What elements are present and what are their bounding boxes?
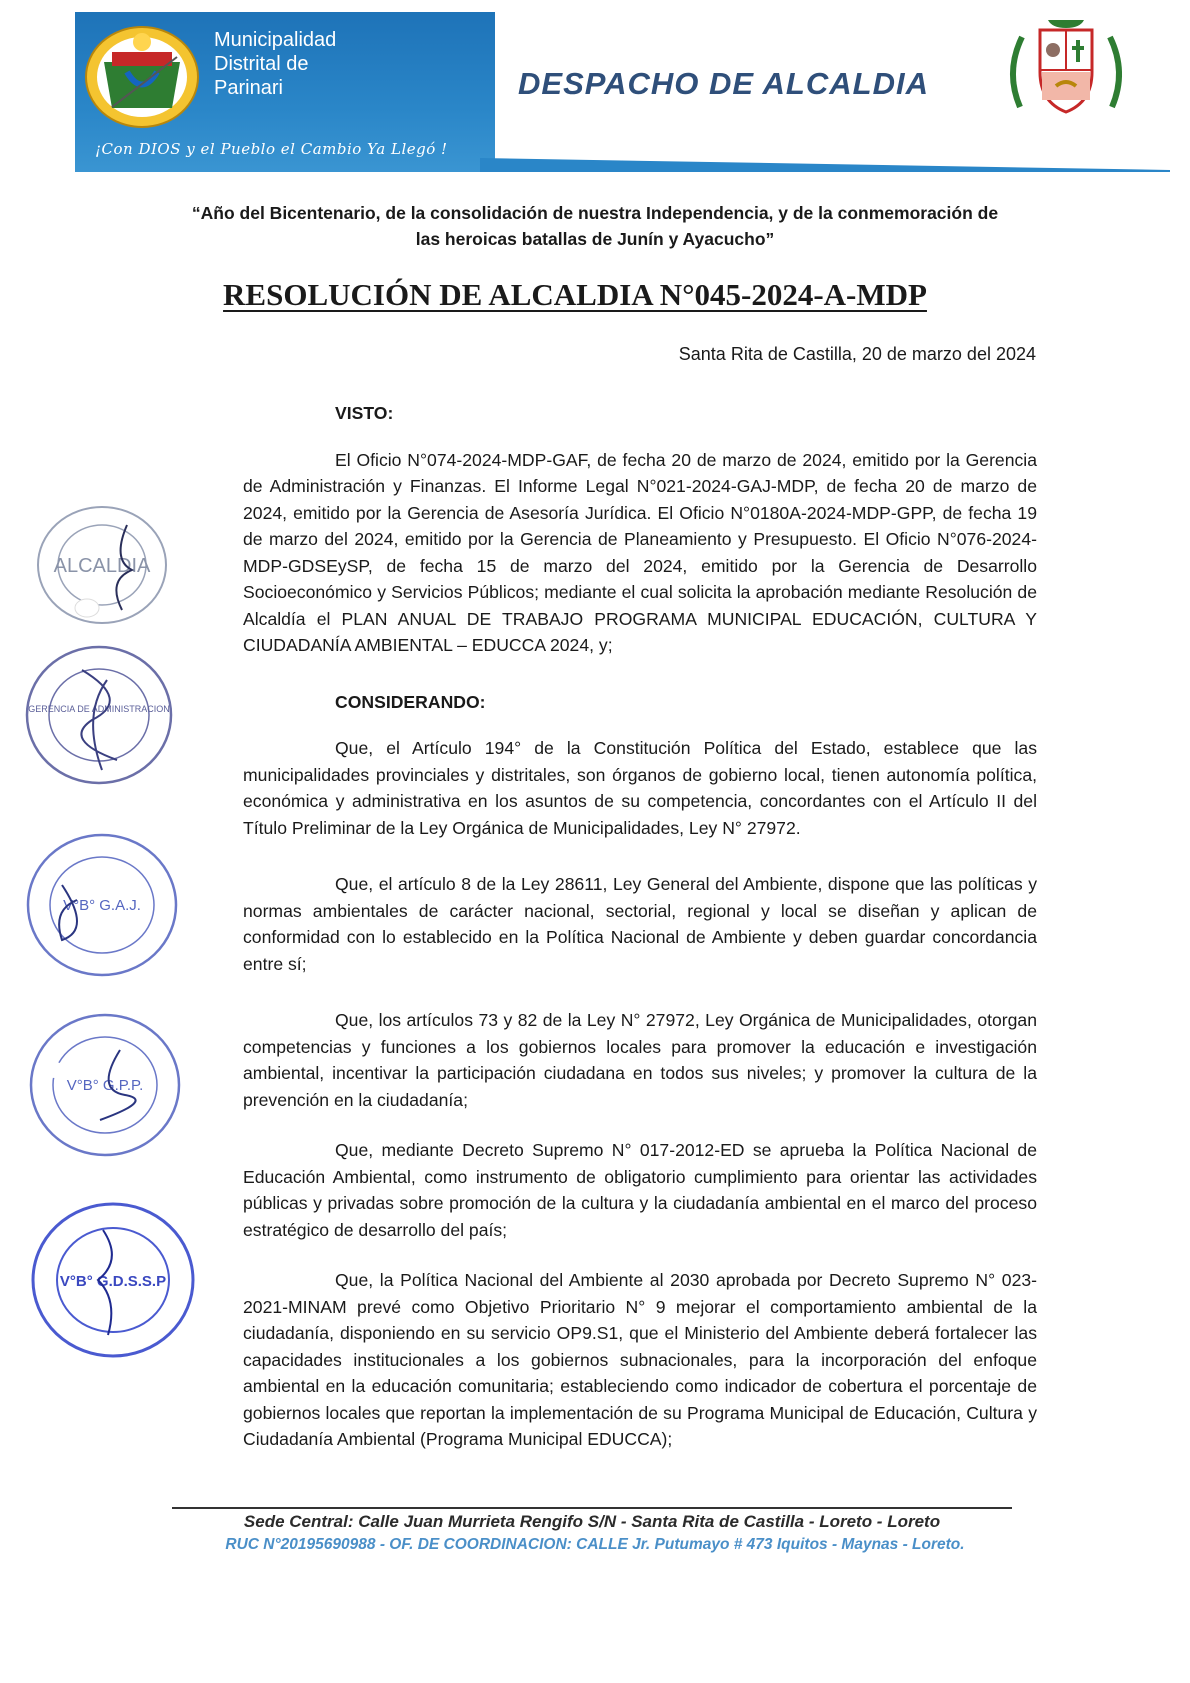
municipality-name-line: Distrital de xyxy=(214,53,309,75)
municipality-name xyxy=(214,28,336,100)
municipality-name-line: Parinari xyxy=(214,77,283,99)
year-name-line: “Año del Bicentenario, de la consolidación de nuestra Independencia, y de la conmemoración de xyxy=(191,203,999,223)
resolution-body xyxy=(243,400,1037,1453)
visto-paragraph: El Oficio N°074-2024-MDP-GAF, de fecha 20 de marzo de 2024, emitido por la Gerencia de Administración y Finanzas. El Informe Legal N°021-2024-GAJ-MDP, de fecha 20 de marzo de 2024, emitido por la Gerencia de Asesoría Jurídica. El Oficio N°0180A-2024-MDP-GPP, de fecha 19 de marzo del 2024, emitido por la Gerencia de Planeamiento y Presupuesto. El Oficio N°076-2024-MDP-GDSEySP, de fecha 15 de marzo del 2024, emitido por la Gerencia de Desarrollo Socioeconómico y Servicios Públicos; mediante el cual solicita la aprobación mediante Resolución de Alcaldía el PLAN ANUAL DE TRABAJO PROGRAMA MUNICIPAL EDUCACIÓN, CULTURA Y CIUDADANÍA AMBIENTAL – EDUCCA 2024, y; xyxy=(243,449,1037,655)
gpp-stamp-text: V°B° G.P.P. xyxy=(66,1077,144,1094)
resolution-title xyxy=(120,277,1030,313)
gdsssp-stamp-text: V°B° G.D.S.S.P xyxy=(59,1273,167,1290)
visto-heading: VISTO: xyxy=(335,403,394,423)
gdsssp-stamp xyxy=(28,1200,198,1360)
considerando-paragraph: Que, el artículo 8 de la Ley 28611, Ley General del Ambiente, dispone que las políticas y normas ambientales de carácter nacional, sectorial, regional y local se diseñan y aplican de conformidad con lo establecido en la Política Nacional de Ambiente y deben guardar concordancia entre sí; xyxy=(243,874,1037,974)
document-date: Santa Rita de Castilla, 20 de marzo del 2024 xyxy=(678,344,1036,364)
considerando-paragraph: Que, mediante Decreto Supremo N° 017-2012-ED se aprueba la Política Nacional de Educación Ambiental, como instrumento de obligatorio cumplimiento para orientar las actividades públicas y privadas sobre promoción de la cultura y la ciudadanía ambiental en el marco del proceso estratégico de desarrollo del país; xyxy=(243,1140,1037,1240)
alcaldia-stamp-text: ALCALDIA xyxy=(53,555,151,577)
gaj-stamp xyxy=(22,830,182,980)
municipality-logo xyxy=(82,22,202,132)
gpp-stamp xyxy=(25,1010,185,1160)
footer-address: Sede Central: Calle Juan Murrieta Rengifo S/N - Santa Rita de Castilla - Loreto - Loreto xyxy=(243,1512,941,1531)
considerando-heading: CONSIDERANDO: xyxy=(335,691,486,712)
year-name-line: las heroicas batallas de Junín y Ayacucho” xyxy=(415,229,775,249)
official-year-name xyxy=(130,200,1060,252)
header-band-tail xyxy=(480,158,1170,172)
alcaldia-stamp xyxy=(32,500,172,630)
gerencia-stamp xyxy=(22,640,177,790)
national-coat-of-arms-icon xyxy=(1000,12,1132,124)
resolution-title-text: RESOLUCIÓN DE ALCALDIA N°045-2024-A-MDP xyxy=(223,277,927,312)
considerando-paragraph: Que, los artículos 73 y 82 de la Ley N° 27972, Ley Orgánica de Municipalidades, otorgan competencias y funciones a los gobiernos locales para promover la educación e investigación ambiental, incentivar la participación ciudadana en todos sus niveles; y promover la cultura de la prevención en la ciudadanía; xyxy=(243,1010,1037,1110)
footer-ruc: RUC N°20195690988 - OF. DE COORDINACION: CALLE Jr. Putumayo # 473 Iquitos - Maynas - Loreto. xyxy=(225,1536,965,1553)
footer-divider xyxy=(172,1507,1012,1509)
considerando-paragraph: Que, la Política Nacional del Ambiente al 2030 aprobada por Decreto Supremo N° 023-2021-MINAM prevé como Objetivo Prioritario N° 9 mejorar el comportamiento ambiental de la ciudadanía, disponiendo en su servicio OP9.S1, que el Ministerio del Ambiente deberá fortalecer las capacidades institucionales a los gobiernos subnacionales, para la incorporación del enfoque ambiental en la educación comunitaria; estableciendo como indicador de cobertura el porcentaje de gobiernos locales que reportan la implementación de su Programa Municipal de Educación, Cultura y Ciudadanía Ambiental (Programa Municipal EDUCCA); xyxy=(243,1270,1037,1449)
municipality-name-line: Municipalidad xyxy=(214,29,337,51)
considerando-paragraph: Que, el Artículo 194° de la Constitución Política del Estado, establece que las municipalidades provinciales y distritales, son órganos de gobierno local, tienen autonomía política, económica y administrativa en los asuntos de su competencia, concordantes con el Artículo II del Título Preliminar de la Ley Orgánica de Municipalidades, Ley N° 27972. xyxy=(243,738,1037,838)
office-title: DESPACHO DE ALCALDIA xyxy=(518,66,929,101)
municipality-motto: ¡Con DIOS y el Pueblo el Cambio Ya Llegó ! xyxy=(95,140,448,158)
gaj-stamp-text: V°B° G.A.J. xyxy=(63,897,141,914)
gerencia-stamp-text: GERENCIA DE ADMINISTRACION xyxy=(28,704,170,714)
